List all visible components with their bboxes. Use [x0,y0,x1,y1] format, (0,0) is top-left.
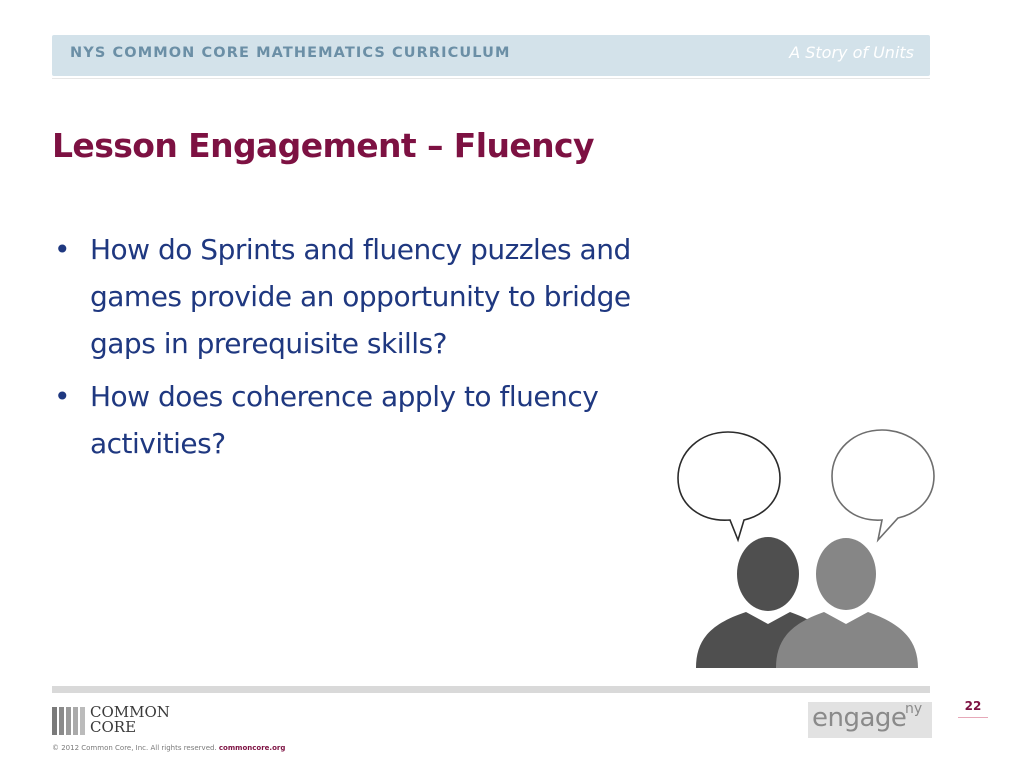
copyright-text: © 2012 Common Core, Inc. All rights reserved. [52,744,217,752]
bullet-marker: • [54,380,71,413]
speech-bubble-right [832,430,934,540]
story-label: A Story of Units [789,43,914,62]
bullet-list [52,226,672,473]
curriculum-label: NYS COMMON CORE MATHEMATICS CURRICULUM [70,45,511,61]
header-divider [52,78,930,79]
slide-title: Lesson Engagement – Fluency [52,126,594,165]
copyright-notice [52,744,285,752]
engage-ny-superscript: ny [905,701,923,717]
logo-line2: CORE [90,718,137,736]
website-link[interactable]: commoncore.org [218,744,286,752]
bullet-text: How do Sprints and fluency puzzles and games provide an opportunity to bridge gaps in prerequisite skills? [90,233,631,360]
bullet-text: How does coherence apply to fluency activities? [90,380,599,460]
common-core-wordmark [90,705,170,735]
page-number: 22 [964,699,982,713]
logo-line1: COMMON [90,703,170,721]
bullet-item [52,226,672,367]
engageny-logo [808,702,932,738]
person-right [776,538,918,668]
common-core-logo [52,705,192,737]
speech-bubble-left [678,432,780,540]
footer-divider [52,686,930,693]
bullet-marker: • [54,233,71,266]
page-number-underline [958,717,988,718]
header-bar [52,35,930,76]
engage-wordmark: engage [812,703,907,733]
common-core-bars-icon [52,707,88,735]
bullet-item [52,373,672,467]
two-people-speech-bubbles-icon [672,428,940,672]
